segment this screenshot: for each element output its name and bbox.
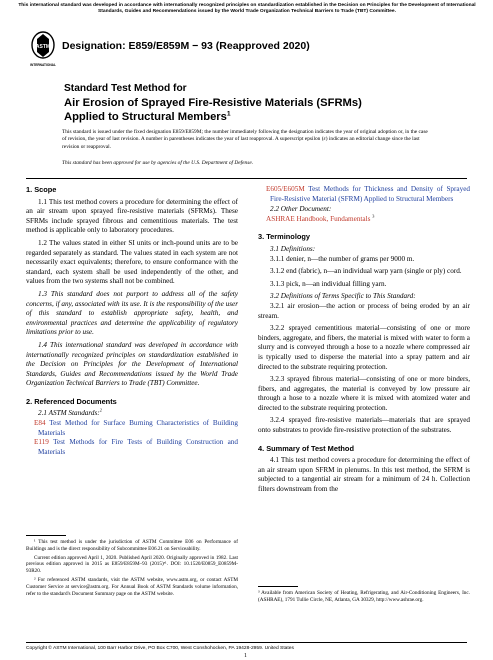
para-1-1: 1.1 This test method covers a procedure for determining the effect of an air stream upon sprayed fire-resistive materials (SFRMs). These SFRMs include sprayed fibrous and cementitious materials. The test method is applicable only to laboratory procedures. (26, 197, 238, 235)
ref-e119-link[interactable]: E119 (34, 438, 49, 447)
left-column (26, 185, 238, 457)
footnotes-left (26, 539, 238, 597)
para-4-1: 4.1 This test method covers a procedure for determining the effect of an air stream upon SFRM in plenums. In this test method, the SFRM is subjected to a tangential air stream for a minimum of 24 h. Collection filters downstream from the (258, 456, 470, 494)
footnote-2: ² For referenced ASTM standards, visit the ASTM website, www.astm.org, or contact ASTM Customer Service at service@astm.org. For Annual Book of ASTM Standards volume information, refer to the standard's Document Summary page on the ASTM website. (26, 576, 238, 597)
edition-note: This standard is issued under the fixed designation E859/E859M; the number immediately following the designation indicates the year of original adoption or, in the case of revision, the year of last revision. A number in parentheses indicates the year of last reapproval. A superscript epsilon (ε) indicates an editorial change since the last revision or reapproval. (62, 129, 428, 150)
ref-e605 (258, 185, 470, 204)
def-3-1: 3.1 Definitions: (270, 244, 316, 253)
ref-e84-link[interactable]: E84 (34, 419, 46, 428)
section-3-heading: 3. Terminology (258, 232, 311, 242)
ref-e119-title[interactable]: Test Methods for Fire Tests of Building Construction and Materials (38, 438, 238, 456)
para-1-3: 1.3 This standard does not purport to address all of the safety concerns, if any, associated with its use. It is the responsibility of the user of this standard to establish appropriate safety, health, and environmental practices and determine the applicability of regulatory limitations prior to use. (26, 289, 238, 337)
title-line-2: Air Erosion of Sprayed Fire-Resistive Materials (SFRMs) (64, 97, 362, 109)
title-footnote-ref[interactable]: 1 (226, 110, 231, 118)
def-3-2-2: 3.2.2 sprayed cementitious material—consisting of one or more binders, aggregate, and fibers, the material is mixed with water to form a slurry and is conveyed through a hose to a nozzle where compressed air is typically used to disperse the material into a spray pattern and air directed to the substrate requiring protection. (258, 324, 470, 371)
ref-ashrae (258, 215, 470, 225)
footer-divider (26, 642, 467, 643)
section-1-heading: 1. Scope (26, 185, 57, 194)
ref-e605-link[interactable]: E605/E605M (266, 185, 305, 193)
astm-standards-label: 2.1 ASTM Standards: (38, 409, 100, 418)
title-line-3: Applied to Structural Members (64, 111, 227, 123)
copyright-notice: Copyright © ASTM International, 100 Barr Harbor Drive, PO Box C700, West Conshohocken, PA 19428-2959. United States (26, 646, 294, 651)
ref-e84 (26, 419, 238, 438)
standards-notice: This international standard was developed in accordance with internationally recognized principles on standardization established in the Decision on Principles for the Development of International Standards, Guides and Recommendations issued by the World Trade Organization Technical Barriers to Trade (TBT) Committee. (18, 3, 476, 15)
astm-logo-icon (30, 30, 56, 70)
def-3-2: 3.2 Definitions of Terms Specific to This Standard: (270, 292, 416, 301)
def-3-2-1: 3.2.1 air erosion—the action or process of being eroded by an air stream. (258, 301, 470, 320)
header-divider (26, 178, 467, 179)
footnote-1: ¹ This test method is under the jurisdiction of ASTM Committee E06 on Performance of Buildings and is the direct responsibility of Subcommittee E06.21 on Serviceability. (26, 539, 238, 552)
footnote-divider-right (258, 586, 298, 587)
def-3-2-4: 3.2.4 sprayed fire-resistive materials—materials that are sprayed onto substrates to provide fire-resistive protection of the substrates. (258, 416, 470, 435)
def-3-1-1: 3.1.1 denier, n—the number of grams per 9000 m. (270, 254, 415, 263)
other-document-label: 2.2 Other Document: (270, 205, 332, 214)
para-1-2: 1.2 The values stated in either SI units or inch-pound units are to be regarded separately as standard. The values stated in each system are not necessarily exact equivalents; therefore, to ensure conformance with the standard, each system shall be used independently of the other, and values from the two systems shall not be combined. (26, 238, 238, 286)
ref-e119 (26, 438, 238, 457)
def-3-1-2: 3.1.2 end (fabric), n—an individual warp yarn (single or ply) cord. (270, 267, 462, 276)
para-1-4: 1.4 This international standard was developed in accordance with internationally recognized principles on standardization established in the Decision on Principles for the Development of International Standards, Guides and Recommendations issued by the World Trade Organization Technical Barriers to Trade (TBT) Committee. (26, 340, 238, 388)
footnote-3: ³ Available from American Society of Heating, Refrigerating, and Air-Conditioning Engineers, Inc. (ASHRAE), 1791 Tullie Circle, NE, Atlanta, GA 30329, http://www.ashrae.org. (258, 590, 470, 603)
right-column (258, 185, 470, 495)
ashrae-footnote-ref[interactable]: 3 (372, 213, 375, 219)
svg-text:ASTM: ASTM (35, 44, 51, 50)
astm-footnote-ref[interactable]: 2 (99, 408, 102, 414)
logo-text: INTERNATIONAL (30, 63, 56, 67)
approval-note: This standard has been approved for use by agencies of the U.S. Department of Defense. (62, 160, 254, 166)
ref-e84-title[interactable]: Test Method for Surface Burning Characteristics of Building Materials (38, 419, 238, 437)
footnote-divider (26, 535, 66, 536)
footnote-1b: Current edition approved April 1, 2020. Published April 2020. Originally approved in 1982. Last previous edition approved in 2015 as E859/E859M–93 (2015)ᵉ¹. DOI: 10.1520/E0859_E0859M-93R20. (26, 554, 238, 575)
ref-e605-title[interactable]: Test Methods for Thickness and Density of Sprayed Fire-Resistive Material (SFRM) Applied to Structural Members (270, 185, 470, 203)
section-4-heading: 4. Summary of Test Method (258, 443, 354, 453)
page-number: 1 (244, 653, 247, 659)
ref-ashrae-link[interactable]: ASHRAE Handbook, Fundamentals (266, 214, 371, 223)
designation: Designation: E859/E859M − 93 (Reapproved 2020) (62, 40, 310, 52)
def-3-2-3: 3.2.3 sprayed fibrous material—consisting of one or more binders, fibers, and aggregates, the material is conveyed by low pressure air through a hose to a nozzle where it is mixed with atomized water and directed to the substrate requiring protection. (258, 375, 470, 412)
section-2-heading: 2. Referenced Documents (26, 396, 117, 406)
title-line-1: Standard Test Method for (64, 83, 187, 94)
def-3-1-3: 3.1.3 pick, n—an individual filling yarn. (270, 279, 387, 288)
document-title (64, 82, 362, 124)
